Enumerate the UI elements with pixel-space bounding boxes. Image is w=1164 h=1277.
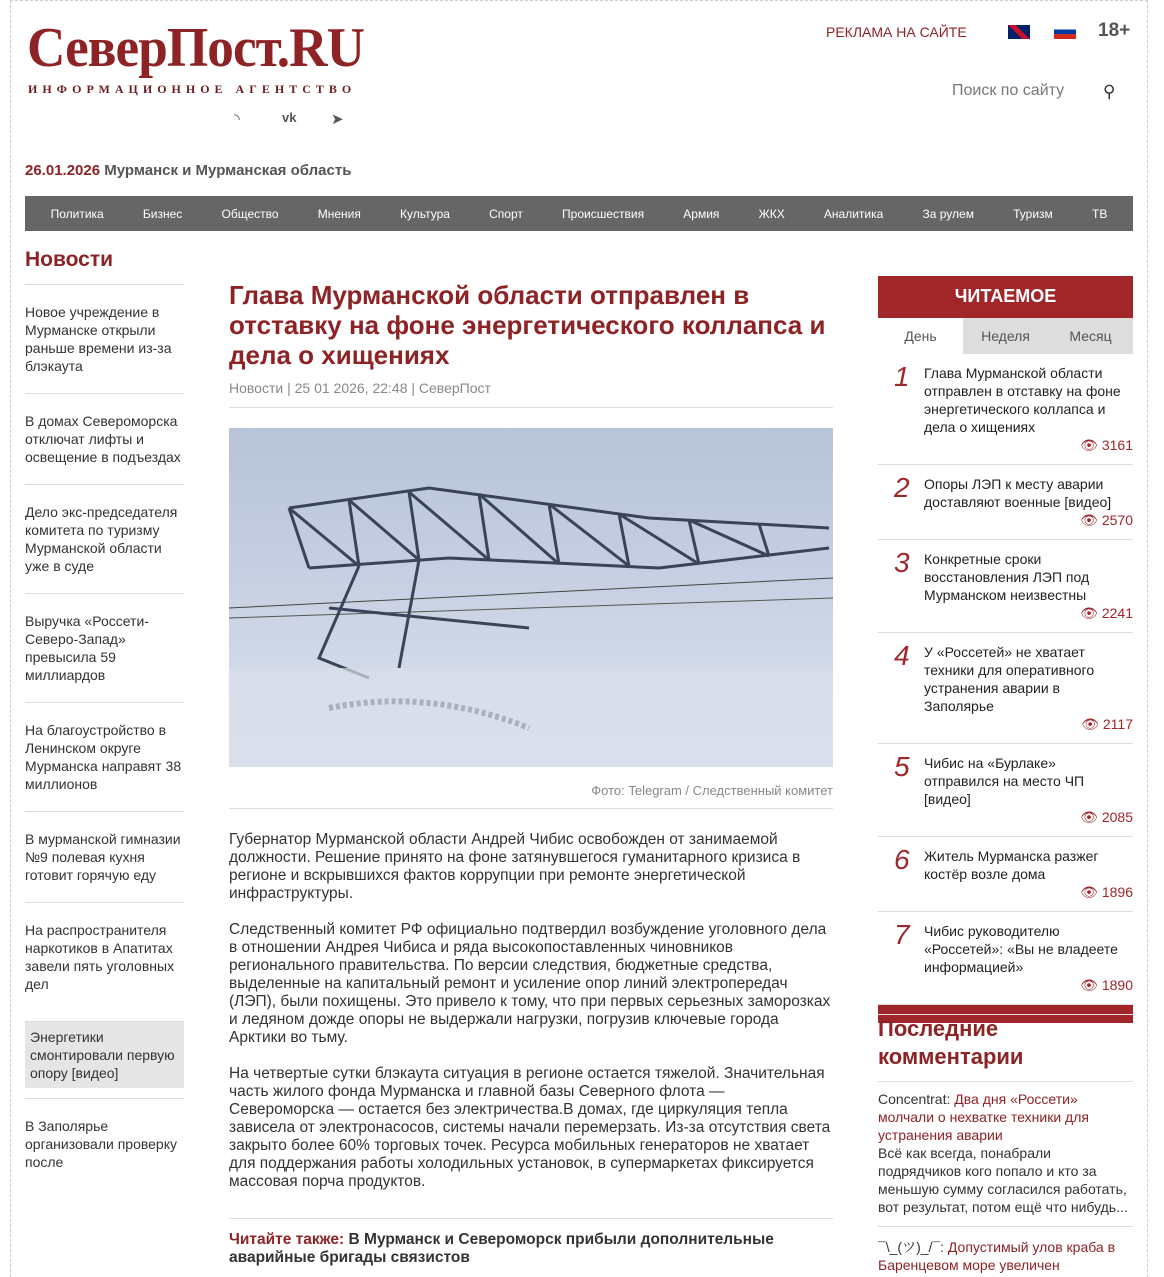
region: Мурманск и Мурманская область [104,162,352,179]
english-flag-icon[interactable] [1008,25,1030,39]
eye-icon: 👁 [1080,809,1098,825]
view-count-value: 3161 [1101,437,1133,453]
russian-flag-icon[interactable] [1054,25,1076,39]
rank-number: 7 [894,919,910,950]
popular-item-title[interactable]: Чибис на «Бурлаке» отправился на место ЧП [видео] [924,755,1085,807]
view-count-value: 2085 [1101,809,1133,825]
paragraph: На четвертые сутки блэкаута ситуация в регионе остается тяжелой. Значительная часть жилого фонда Мурманска и главной базы Северного флота — Североморска — остается без электричества.В домах, где циркуляция тепла зависела от электронасосов, системы начали перемерзать. Из-за отсутствия света закрыто более 60% торговых точек. Ресурса мобильных генераторов не хватает для поддержания работы холодильных установок, в супермаркетах фиксируется массовая порча продуктов. [229,1065,831,1190]
view-count [924,511,1133,529]
nav-item[interactable]: Мнения [317,206,361,221]
article-body [229,831,833,1209]
tab-week[interactable]: Неделя [981,328,1030,344]
nav-item[interactable]: ЖКХ [758,206,785,221]
age-rating: 18+ [1098,20,1131,41]
eye-icon: 👁 [1080,884,1098,900]
view-count [924,883,1133,901]
view-count [924,604,1133,622]
rank-number: 3 [894,547,910,578]
nav-item[interactable]: ТВ [1091,206,1108,221]
eye-icon: 👁 [1081,716,1099,732]
eye-icon: 👁 [1080,977,1098,993]
news-item[interactable]: В Заполярье организовали проверку после [25,1098,184,1189]
site-logo[interactable]: СеверПост.RU [27,17,365,79]
advertising-link[interactable]: РЕКЛАМА НА САЙТЕ [826,24,967,40]
eye-icon: 👁 [1080,512,1098,528]
news-item[interactable]: Дело экс-председателя комитета по туризму Мурманской области уже в суде [25,484,184,593]
popular-item[interactable] [878,744,1133,837]
news-heading: Новости [25,248,114,271]
tab-month[interactable]: Месяц [1069,328,1112,344]
comment-item [878,1090,1133,1227]
news-item[interactable]: Выручка «Россети-Северо-Запад» превысила 59 миллиардов [25,593,184,702]
news-item[interactable]: Энергетики смонтировали первую опору [видео] [25,1021,184,1088]
article-meta: Новости | 25 01 2026, 22:48 | СеверПост [229,380,833,408]
nav-item[interactable]: Спорт [489,206,523,221]
logo-tagline: ИНФОРМАЦИОННОЕ АГЕНТСТВО [28,82,357,96]
paragraph: Губернатор Мурманской области Андрей Чибис освобожден от занимаемой должности. Решение принято на фоне затянувшегося гуманитарного кризиса в регионе и вскрывшихся фактов коррупции при ремонте энергетической инфраструктуры. [229,831,801,902]
popular-item-title[interactable]: У «Россетей» не хватает техники для оперативного устранения аварии в Заполярье [924,644,1095,714]
popular-item[interactable] [878,465,1133,540]
news-item[interactable]: В мурманской гимназии №9 полевая кухня готовит горячую еду [25,811,184,902]
current-date: 26.01.2026 [25,162,101,179]
popular-item-title[interactable]: Опоры ЛЭП к месту аварии доставляют военные [видео] [924,476,1112,510]
view-count-value: 1890 [1101,977,1133,993]
dateline [25,162,351,179]
nav-item[interactable]: Общество [221,206,279,221]
view-count [924,715,1133,733]
nav-item[interactable]: Культура [400,206,450,221]
eye-icon: 👁 [1080,605,1098,621]
popular-item-title[interactable]: Чибис руководителю «Россетей»: «Вы не владеете информацией» [924,923,1118,975]
news-item[interactable]: В домах Североморска отключат лифты и освещение в подъездах [25,393,184,484]
main-nav [25,196,1133,231]
view-count [924,436,1133,454]
eye-icon: 👁 [1080,437,1098,453]
comment-item [878,1238,1133,1274]
news-item[interactable]: На благоустройство в Ленинском округе Мурманска направят 38 миллионов [25,702,184,811]
article-title: Глава Мурманской области отправлен в отставку на фоне энергетического коллапса и дела о хищениях [229,280,826,370]
paragraph: Следственный комитет РФ официально подтвердил возбуждение уголовного дела в отношении Андрея Чибиса и ряда высокопоставленных чиновников регионального правительства. По версии следствия, бюджетные средства, выделенные на капитальный ремонт и усиление опор линий электропередач (ЛЭП), были похищены. Это привело к тому, что при первых серьезных заморозках и ледяном дожде опоры не выдержали нагрузки, погрузив ключевые города Арктики во тьму. [229,921,831,1046]
news-item[interactable]: Новое учреждение в Мурманске открыли раньше времени из-за блэкаута [25,284,184,393]
comment-author: ¯\_(ツ)_/¯: [878,1239,945,1255]
nav-item[interactable]: За рулем [922,206,974,221]
photo-caption: Фото: Telegram / Следственный комитет [229,783,833,809]
popular-item-title[interactable]: Житель Мурманска разжег костёр возле дома [924,848,1099,882]
popular-tabs [878,318,1133,354]
nav-item[interactable]: Бизнес [142,206,183,221]
popular-item-title[interactable]: Глава Мурманской области отправлен в отставку на фоне энергетического коллапса и дела о хищениях [924,365,1121,435]
read-also-label: Читайте также: [229,1231,345,1248]
article-photo [229,428,833,767]
view-count [924,808,1133,826]
rss-icon[interactable]: ◝ [234,111,240,128]
comment-article-link[interactable]: Допустимый улов краба в Баренцевом море увеличен [878,1239,1116,1273]
comment-text: Всё как всегда, понабрали подрядчиков кого попало и кто за меньшую сумму согласился работать, вот результат, потом ещё что нибудь... [878,1145,1128,1215]
view-count-value: 2241 [1101,605,1133,621]
popular-widget [878,276,1133,1023]
view-count-value: 2570 [1101,512,1133,528]
rank-number: 6 [894,844,910,875]
view-count-value: 1896 [1101,884,1133,900]
popular-heading: ЧИТАЕМОЕ [878,276,1133,318]
comment-author: Concentrat: [878,1091,951,1107]
search-icon[interactable]: ⚲ [1103,82,1116,101]
rank-number: 2 [894,472,910,503]
nav-item[interactable]: Армия [683,206,720,221]
tab-day[interactable]: День [878,318,963,354]
nav-item[interactable]: Происшествия [562,206,645,221]
nav-item[interactable]: Туризм [1013,206,1053,221]
rank-number: 4 [894,640,910,671]
news-item[interactable]: На распространителя наркотиков в Апатитах завели пять уголовных дел [25,902,184,1011]
rank-number: 5 [894,751,910,782]
nav-item[interactable]: Аналитика [823,206,884,221]
popular-item[interactable] [878,633,1133,744]
popular-item[interactable] [878,912,1133,1005]
rank-number: 1 [894,361,910,392]
popular-item[interactable] [878,540,1133,633]
telegram-icon[interactable]: ➤ [331,111,344,128]
search-input[interactable]: Поиск по сайту [952,82,1065,99]
view-count [924,976,1133,994]
popular-item-title[interactable]: Конкретные сроки восстановления ЛЭП под Мурманском неизвестны [924,551,1090,603]
vk-icon[interactable]: vk [282,110,297,125]
popular-item[interactable] [878,837,1133,912]
nav-item[interactable]: Политика [50,206,104,221]
comment-article-link[interactable]: Два дня «Россети» молчали о нехватке техники для устранения аварии [878,1091,1089,1143]
news-list [25,284,184,1189]
read-also-link[interactable]: В Мурманск и Североморск прибыли дополнительные аварийные бригады связистов [229,1231,774,1266]
view-count-value: 2117 [1102,716,1133,732]
read-also[interactable] [229,1218,833,1267]
comments-heading: Последние комментарии [878,1014,1133,1082]
popular-item[interactable] [878,354,1133,465]
